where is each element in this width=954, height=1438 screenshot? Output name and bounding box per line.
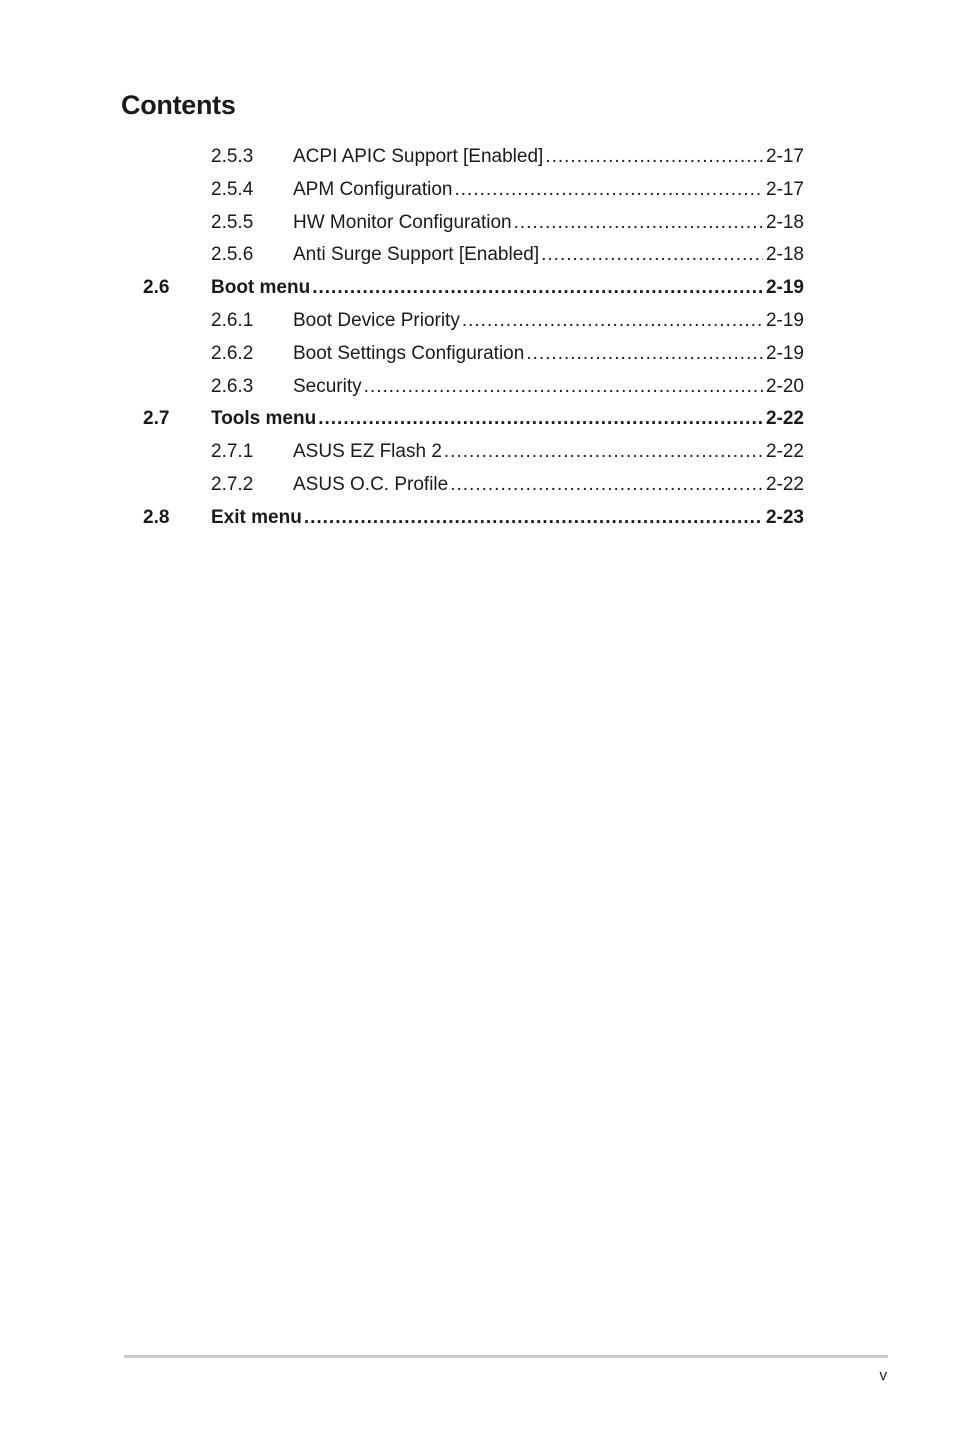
toc-entry-number: 2.7 — [143, 408, 170, 430]
toc-dot-leader — [364, 370, 763, 403]
toc-entry-title: Anti Surge Support [Enabled] — [293, 244, 540, 266]
toc-entry-number: 2.6.3 — [211, 375, 254, 397]
toc-entry-title: Boot Settings Configuration — [293, 342, 525, 364]
toc-entry[interactable] — [0, 238, 954, 271]
toc-entry-page: 2-17 — [765, 146, 804, 167]
toc-dot-leader — [444, 435, 763, 468]
toc-entry-title: Security — [293, 375, 362, 397]
toc-entry-page: 2-22 — [765, 441, 804, 463]
toc-dot-leader — [454, 173, 763, 206]
toc-dot-leader — [526, 337, 763, 370]
toc-entry[interactable] — [0, 173, 954, 206]
toc-dot-leader — [450, 468, 763, 501]
toc-dot-leader — [541, 238, 763, 271]
toc-entry-number: 2.7.1 — [211, 441, 254, 463]
toc-entry[interactable] — [0, 435, 954, 468]
toc-section[interactable] — [0, 402, 954, 435]
toc-entry-page: 2-23 — [765, 506, 804, 528]
toc-entry-page: 2-20 — [765, 375, 804, 397]
toc-entry[interactable] — [0, 140, 954, 173]
toc-dot-leader — [462, 304, 763, 337]
toc-entry-title: APM Configuration — [293, 178, 453, 200]
toc-dot-leader — [545, 140, 763, 173]
toc-entry-number: 2.7.2 — [211, 473, 254, 495]
toc-dot-leader — [312, 271, 763, 304]
toc-dot-leader — [318, 402, 763, 435]
toc-entry[interactable] — [0, 206, 954, 239]
toc-entry-title: Tools menu — [211, 408, 317, 430]
toc-entry-title: Boot Device Priority — [293, 309, 460, 331]
toc-entry-title: Boot menu — [211, 277, 311, 299]
toc-entry-page: 2-18 — [765, 244, 804, 266]
toc-entry-title: ACPI APIC Support [Enabled] — [293, 146, 544, 167]
toc-entry-page: 2-19 — [765, 342, 804, 364]
toc-entry-number: 2.5.6 — [211, 244, 254, 266]
toc-dot-leader — [304, 501, 763, 534]
toc-section[interactable] — [0, 271, 954, 304]
toc-entry[interactable] — [0, 337, 954, 370]
toc-entry-page: 2-18 — [765, 211, 804, 233]
toc-entry[interactable] — [0, 304, 954, 337]
toc-entry-number: 2.5.5 — [211, 211, 254, 233]
toc-entry-number: 2.6 — [143, 277, 170, 299]
toc-entry-title: Exit menu — [211, 506, 302, 528]
toc-entry[interactable] — [0, 370, 954, 403]
toc-entry[interactable] — [0, 468, 954, 501]
page-title: Contents — [121, 90, 236, 120]
footer-divider — [124, 1355, 888, 1358]
toc-entry-page: 2-22 — [765, 408, 804, 430]
toc-section[interactable] — [0, 501, 954, 534]
toc-entry-page: 2-17 — [765, 178, 804, 200]
toc-entry-number: 2.5.4 — [211, 178, 254, 200]
toc-entry-page: 2-22 — [765, 473, 804, 495]
toc-entry-number: 2.6.1 — [211, 309, 254, 331]
toc-entry-title: HW Monitor Configuration — [293, 211, 512, 233]
page-number: v — [879, 1367, 887, 1384]
toc-entry-number: 2.6.2 — [211, 342, 254, 364]
toc-entry-page: 2-19 — [765, 309, 804, 331]
toc-dot-leader — [514, 206, 763, 239]
toc-entry-title: ASUS O.C. Profile — [293, 473, 449, 495]
toc-entry-page: 2-19 — [765, 277, 804, 299]
toc-entry-title: ASUS EZ Flash 2 — [293, 441, 442, 463]
table-of-contents — [0, 140, 954, 534]
toc-entry-number: 2.5.3 — [211, 146, 254, 167]
toc-entry-number: 2.8 — [143, 506, 170, 528]
